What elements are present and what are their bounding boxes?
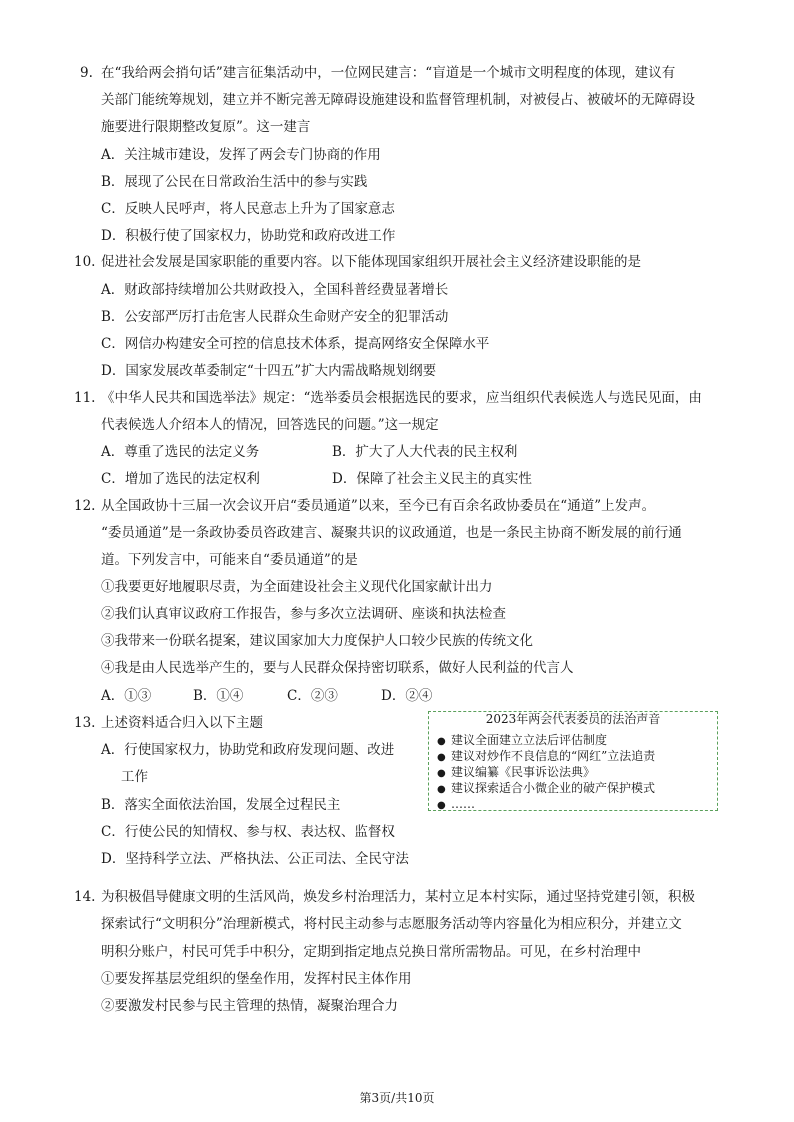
statement-1: ①要发挥基层党组织的堡垒作用，发挥村民主体作用: [101, 971, 412, 987]
question-text: 施要进行限期整改复原”。这一建言: [101, 119, 311, 135]
option-d: D．积极行使了国家权力，协助党和政府改进工作: [101, 228, 396, 244]
option-b: B．落实全面依法治国，发展全过程民主: [101, 797, 341, 813]
question-text: 促进社会发展是国家职能的重要内容。以下能体现国家组织开展社会主义经济建设职能的是: [101, 254, 641, 270]
question-text: 道。下列发言中，可能来自“委员通道”的是: [101, 552, 358, 568]
question-text: 《中华人民共和国选举法》规定：“选举委员会根据选民的要求，应当组织代表候选人与选民见面，由: [101, 390, 702, 406]
statement-2: ②要激发村民参与民主管理的热情，凝聚治理合力: [101, 998, 398, 1014]
question-text: 上述资料适合归入以下主题: [101, 715, 263, 731]
option-b: B．扩大了人大代表的民主权利: [332, 444, 518, 460]
question-text: 探索试行“文明积分”治理新模式，将村民主动参与志愿服务活动等内容量化为相应积分，并建立文: [101, 916, 682, 932]
bullet-icon: ●: [437, 784, 446, 795]
option-b: B．公安部严厉打击危害人民群众生命财产安全的犯罪活动: [101, 309, 449, 325]
question-text: 代表候选人介绍本人的情况，回答选民的问题。”这一规定: [101, 417, 439, 433]
option-c: C．反映人民呼声，将人民意志上升为了国家意志: [101, 201, 395, 217]
question-number: 11.: [74, 390, 96, 406]
material-box: [428, 711, 718, 811]
question-text: 在“我给两会捎句话”建言征集活动中，一位网民建言：“盲道是一个城市文明程度的体现，建议有: [101, 65, 676, 81]
question-number: 14.: [74, 889, 96, 905]
bullet-icon: ●: [437, 736, 446, 747]
question-number: 12.: [74, 498, 96, 514]
option-a: A．关注城市建设，发挥了两会专门协商的作用: [101, 147, 381, 163]
list-item: ● 建议对炒作不良信息的“网红”立法追责: [437, 748, 655, 766]
option-a: A．财政部持续增加公共财政投入，全国科普经费显著增长: [101, 282, 449, 298]
question-text: 为积极倡导健康文明的生活风尚，焕发乡村治理活力，某村立足本村实际，通过坚持党建引领，积极: [101, 889, 695, 905]
option-b: B．①④: [193, 688, 244, 704]
statement-1: ①我要更好地履职尽责，为全面建设社会主义现代化国家献计出力: [101, 579, 493, 595]
list-item: ● 建议编纂《民事诉讼法典》: [437, 764, 595, 782]
option-a-continued: 工作: [121, 769, 148, 785]
statement-2: ②我们认真审议政府工作报告，参与多次立法调研、座谈和执法检查: [101, 606, 506, 622]
bullet-icon: ●: [437, 768, 446, 779]
list-item: ● 建议全面建立立法后评估制度: [437, 732, 607, 750]
list-item: ● ……: [437, 796, 475, 814]
option-c: C．网信办构建安全可控的信息技术体系，提高网络安全保障水平: [101, 336, 490, 352]
option-c: C．②③: [287, 688, 338, 704]
question-number: 9.: [80, 65, 93, 81]
option-d: D．国家发展改革委制定“十四五”扩大内需战略规划纲要: [101, 363, 437, 379]
bullet-icon: ●: [437, 752, 446, 763]
option-d: D．坚持科学立法、严格执法、公正司法、全民守法: [101, 851, 409, 867]
statement-3: ③我带来一份联名提案，建议国家加大力度保护人口较少民族的传统文化: [101, 633, 533, 649]
option-d: D．②④: [381, 688, 433, 704]
question-text: “委员通道”是一条政协委员咨政建言、凝聚共识的议政通道，也是一条民主协商不断发展的前行通: [101, 525, 682, 541]
question-number: 10.: [74, 254, 96, 270]
option-c: C．增加了选民的法定权利: [101, 471, 260, 487]
question-text: 明积分账户，村民可凭手中积分，定期到指定地点兑换日常所需物品。可见，在乡村治理中: [101, 944, 641, 960]
list-item: ● 建议探索适合小微企业的破产保护模式: [437, 780, 655, 798]
option-d: D．保障了社会主义民主的真实性: [332, 471, 532, 487]
question-text: 从全国政协十三届一次会议开启“委员通道”以来，至今已有百余名政协委员在“通道”上发声。: [101, 498, 656, 514]
question-text: 关部门能统筹规划，建立并不断完善无障碍设施建设和监督管理机制，对被侵占、被破坏的无障碍设: [101, 92, 695, 108]
page-number: 第3页/共10页: [359, 1091, 435, 1105]
option-a: A．①③: [101, 688, 152, 704]
option-a: A．尊重了选民的法定义务: [101, 444, 260, 460]
option-a: A．行使国家权力，协助党和政府发现问题、改进: [101, 742, 395, 758]
material-box-title: 2023年两会代表委员的法治声音: [485, 712, 661, 726]
bullet-icon: ●: [437, 800, 446, 811]
option-b: B．展现了公民在日常政治生活中的参与实践: [101, 174, 368, 190]
option-c: C．行使公民的知情权、参与权、表达权、监督权: [101, 824, 395, 840]
statement-4: ④我是由人民选举产生的，要与人民群众保持密切联系，做好人民利益的代言人: [101, 660, 574, 676]
question-number: 13.: [74, 715, 96, 731]
